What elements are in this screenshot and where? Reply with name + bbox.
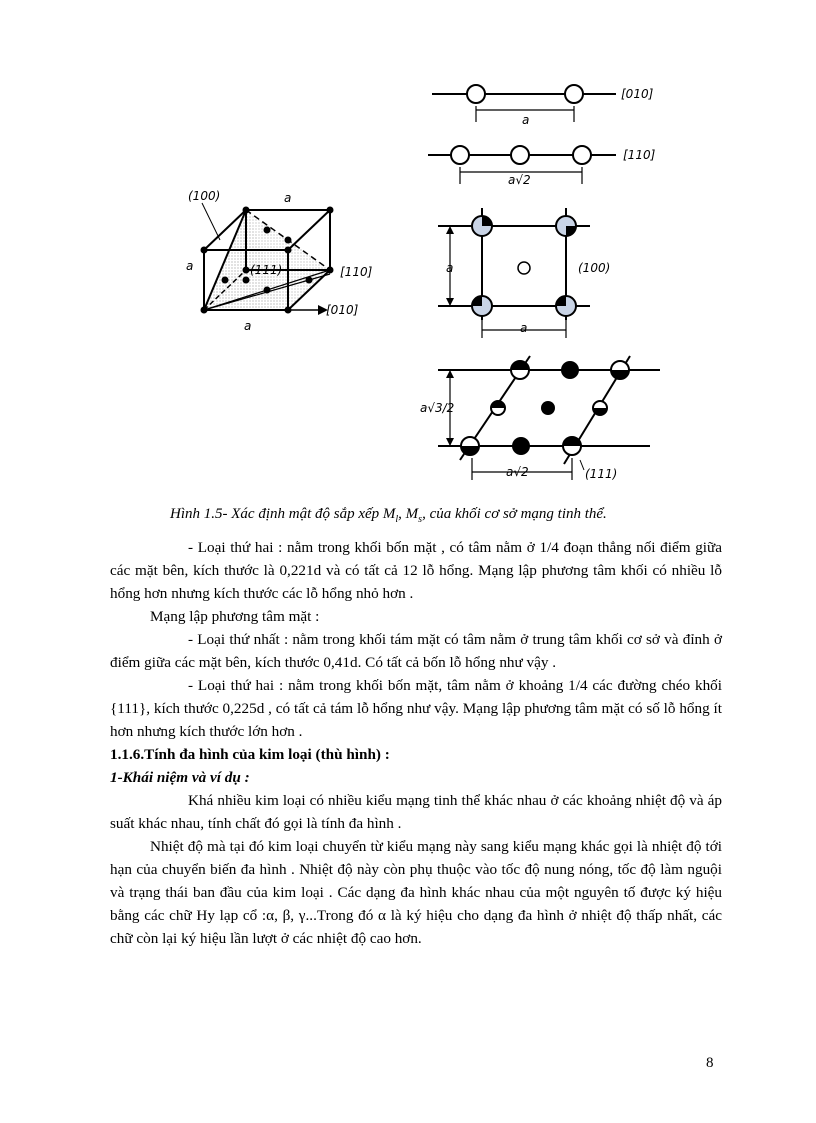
plane-111-diagram — [420, 356, 660, 481]
paragraph: - Loại thứ hai : nằm trong khối bốn mặt , có tâm nằm ở 1/4 đoạn thẳng nối điểm giữa các mặt bên, kích thước là 0,221d và có tất cả 12 lỗ hổng. Mạng lập phương tâm khối có nhiều lỗ hổng hơn nhưng kích thước các lỗ hổng nhỏ hơn . — [110, 539, 722, 602]
section-heading: 1.1.6.Tính đa hình của kim loại (thù hình) : — [110, 746, 390, 763]
row-110-diagram — [428, 146, 656, 187]
row-010-diagram — [432, 85, 654, 127]
plane-100-name-label: (100) — [578, 261, 611, 275]
plane-100-height-label: a — [446, 261, 454, 275]
body-text — [110, 536, 722, 950]
plane-111-height-label: a√3/2 — [420, 401, 455, 415]
plane-111-name-label: (111) — [585, 467, 618, 481]
cube-diagram — [186, 189, 373, 333]
paragraph: Nhiệt độ mà tại đó kim loại chuyển từ kiểu mạng này sang kiểu mạng khác gọi là nhiệt độ tới hạn của chuyển biến đa hình . Nhiệt độ này còn phụ thuộc vào tốc độ nung nóng, tốc độ làm nguội và trạng thái ban đầu của kim loại . Các dạng đa hình khác nhau của một nguyên tố được ký hiệu bằng các chữ Hy lạp cổ :α, β, γ...Trong đó α là ký hiệu cho dạng đa hình ở nhiệt độ thấp nhất, các chữ còn lại ký hiệu lần lượt ở các nhiệt độ cao hơn. — [110, 838, 722, 947]
figure-caption: Hình 1.5- Xác định mật độ sắp xếp $M_l$, $M_s$, của khối cơ sở mạng tinh thể. — [170, 506, 607, 525]
row-110-spacing-label: a√2 — [508, 173, 531, 187]
row-010-dir-label: [010] — [621, 87, 654, 101]
cube-top-a-label: a — [284, 191, 292, 205]
paragraph: Khá nhiều kim loại có nhiều kiểu mạng tinh thể khác nhau ở các khoảng nhiệt độ và áp suất khác nhau, tính chất đó gọi là tính đa hình . — [110, 792, 722, 832]
direction-010-label: [010] — [326, 303, 359, 317]
crystal-figure — [180, 60, 680, 500]
paragraph: Mạng lập phương tâm mặt : — [150, 608, 320, 625]
paragraph: - Loại thứ nhất : nằm trong khối tám mặt có tâm nằm ở trung tâm khối cơ sở và đỉnh ở điểm giữa các mặt bên, kích thước 0,41d. Có tất cả bốn lỗ hổng như vậy . — [110, 631, 722, 671]
plane-100-diagram — [438, 208, 610, 338]
cube-bottom-a-label: a — [244, 319, 252, 333]
row-010-spacing-label: a — [522, 113, 530, 127]
center-111-label: (111) — [250, 263, 283, 277]
row-110-dir-label: [110] — [623, 148, 656, 162]
plane-100-width-label: a — [520, 321, 528, 335]
direction-110-label: [110] — [340, 265, 373, 279]
subsection-heading: 1-Khái niệm và ví dụ : — [110, 769, 250, 786]
paragraph: - Loại thứ hai : nằm trong khối bốn mặt, tâm nằm ở khoảng 1/4 các đường chéo khối {111}, kích thước 0,225d , có tất cả tám lỗ hổng như vậy. Mạng lập phương tâm mặt có số lỗ hổng ít hơn nhưng kích thước lớn hơn . — [110, 677, 722, 740]
page-number: 8 — [706, 1055, 714, 1071]
face-100-label: (100) — [188, 189, 221, 203]
cube-left-a-label: a — [186, 259, 194, 273]
plane-111-width-label: a√2 — [506, 465, 529, 479]
